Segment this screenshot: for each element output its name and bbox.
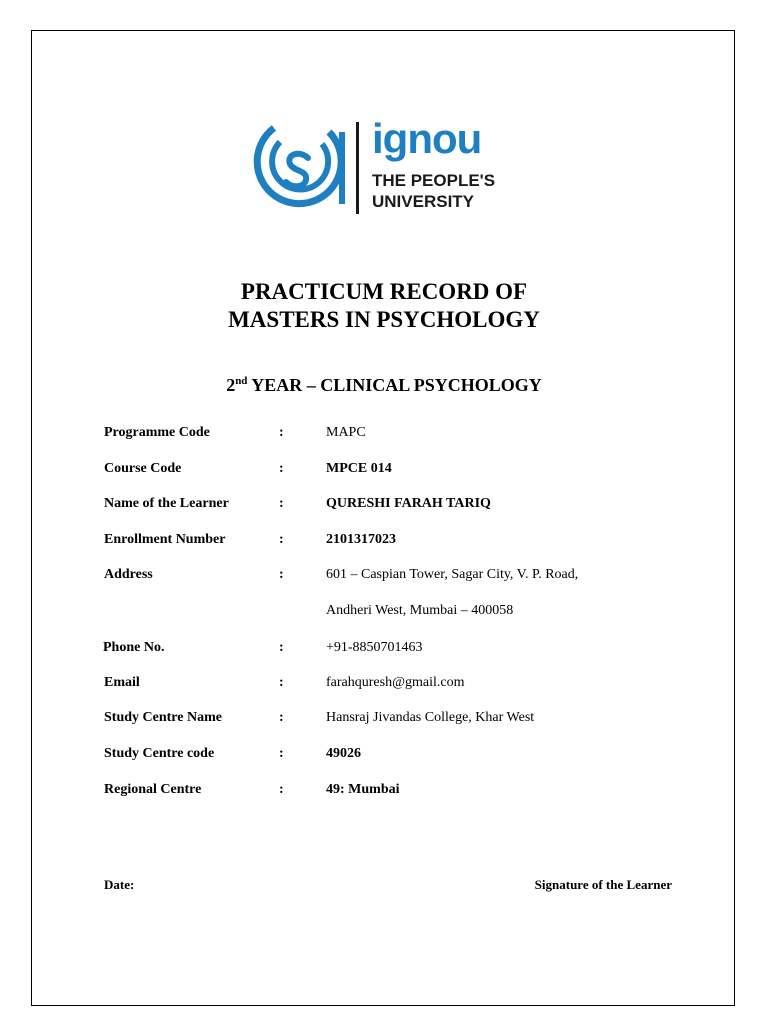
address-colon: : (279, 567, 284, 582)
address-line-1: 601 – Caspian Tower, Sagar City, V. P. Road, (326, 567, 579, 582)
regional-centre-value: 49: Mumbai (326, 782, 400, 797)
study-centre-code-colon: : (279, 746, 284, 761)
course-code-label: Course Code (104, 461, 182, 476)
phone-label: Phone No. (103, 640, 165, 655)
course-code-value: MPCE 014 (326, 461, 392, 476)
date-label: Date: (104, 877, 135, 892)
signature-label: Signature of the Learner (534, 877, 672, 892)
study-centre-name-value: Hansraj Jivandas College, Khar West (326, 710, 535, 725)
regional-centre-label: Regional Centre (104, 782, 202, 797)
study-centre-code-label: Study Centre code (104, 746, 215, 761)
logo-tagline-1: THE PEOPLE'S (372, 171, 496, 190)
learner-name-label: Name of the Learner (104, 496, 229, 511)
ignou-logo (234, 114, 534, 220)
phone-value: +91-8850701463 (326, 640, 423, 655)
programme-code-label: Programme Code (104, 425, 210, 440)
course-code-colon: : (279, 461, 284, 476)
study-centre-name-colon: : (279, 710, 284, 725)
email-label: Email (104, 675, 140, 690)
study-centre-name-label: Study Centre Name (104, 710, 222, 725)
year-ordinal-suffix: nd (235, 375, 248, 387)
enrollment-number-label: Enrollment Number (104, 532, 226, 547)
document-title-line-2: MASTERS IN PSYCHOLOGY (228, 307, 540, 332)
phone-colon: : (279, 640, 284, 655)
document-title-line-1: PRACTICUM RECORD OF (240, 279, 528, 304)
enrollment-number-value: 2101317023 (326, 532, 396, 547)
learner-name-colon: : (279, 496, 284, 511)
logo-tagline-2: UNIVERSITY (372, 192, 475, 211)
ignou-emblem-icon (234, 114, 364, 220)
study-centre-code-value: 49026 (326, 746, 361, 761)
regional-centre-colon: : (279, 782, 284, 797)
subtitle-text: YEAR – CLINICAL PSYCHOLOGY (247, 375, 542, 395)
address-label: Address (104, 567, 153, 582)
document-subtitle (0, 373, 768, 397)
programme-code-colon: : (279, 425, 284, 440)
programme-code-value: MAPC (326, 425, 366, 440)
email-colon: : (279, 675, 284, 690)
email-value: farahquresh@gmail.com (326, 675, 465, 690)
learner-name-value: QURESHI FARAH TARIQ (326, 496, 491, 511)
logo-wordmark: ignou (372, 115, 482, 162)
year-number: 2 (226, 375, 236, 395)
address-line-2: Andheri West, Mumbai – 400058 (326, 603, 514, 618)
enrollment-number-colon: : (279, 532, 284, 547)
